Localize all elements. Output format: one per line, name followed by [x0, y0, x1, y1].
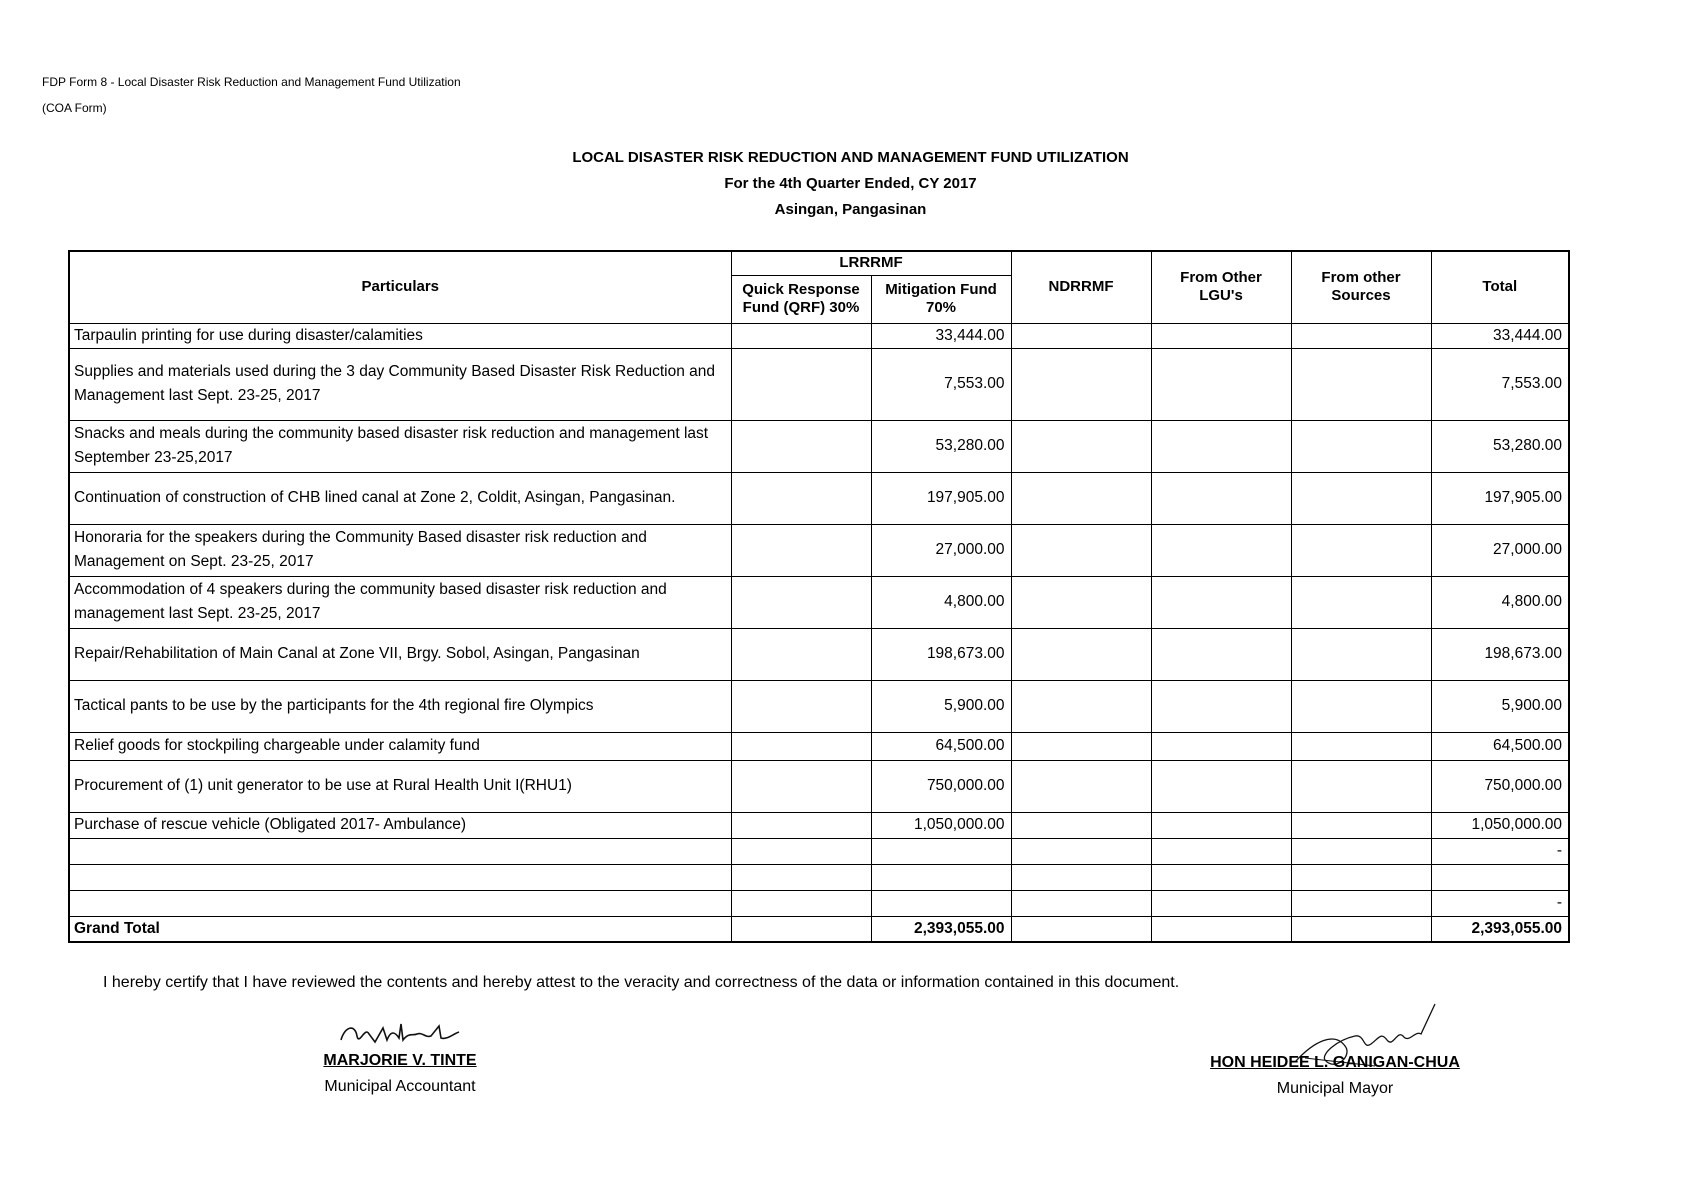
row-other-sources	[1291, 472, 1431, 524]
row-other-sources	[1291, 680, 1431, 732]
row-total: 198,673.00	[1431, 628, 1569, 680]
row-mitigation: 4,800.00	[871, 576, 1011, 628]
row-mitigation: 750,000.00	[871, 760, 1011, 812]
header-other-lgus-line1: From Other	[1180, 269, 1262, 287]
row-other-sources	[1291, 576, 1431, 628]
grand-total-lgus	[1151, 916, 1291, 942]
row-total: 33,444.00	[1431, 323, 1569, 348]
row-qrf	[731, 472, 871, 524]
row-ndrrmf	[1011, 524, 1151, 576]
row-qrf	[731, 812, 871, 838]
row-other-lgus	[1151, 628, 1291, 680]
row-ndrrmf	[1011, 348, 1151, 420]
row-mitigation: 53,280.00	[871, 420, 1011, 472]
form-type: (COA Form)	[42, 101, 107, 115]
grand-total-total: 2,393,055.00	[1431, 916, 1569, 942]
header-qrf-line2: Fund (QRF) 30%	[742, 299, 860, 316]
row-other-lgus	[1151, 680, 1291, 732]
row-particulars: Continuation of construction of CHB lined canal at Zone 2, Coldit, Asingan, Pangasinan.	[69, 472, 731, 524]
row-ndrrmf	[1011, 680, 1151, 732]
row-qrf	[731, 576, 871, 628]
table-row	[69, 890, 1569, 916]
row-qrf	[731, 628, 871, 680]
row-qrf	[731, 524, 871, 576]
row-other-lgus	[1151, 576, 1291, 628]
row-other-sources	[1291, 890, 1431, 916]
row-other-lgus	[1151, 838, 1291, 864]
document-title: LOCAL DISASTER RISK REDUCTION AND MANAGEMENT FUND UTILIZATION	[572, 149, 1129, 166]
table-row	[69, 628, 1569, 680]
row-total: 27,000.00	[1431, 524, 1569, 576]
row-particulars: Relief goods for stockpiling chargeable under calamity fund	[69, 732, 731, 760]
header-ndrrmf: NDRRMF	[1011, 251, 1151, 323]
table-body	[69, 323, 1569, 916]
row-ndrrmf	[1011, 812, 1151, 838]
header-other-sources-line1: From other	[1321, 269, 1401, 287]
row-other-lgus	[1151, 348, 1291, 420]
header-other-lgus-line2: LGU's	[1199, 287, 1243, 305]
row-other-sources	[1291, 838, 1431, 864]
row-other-lgus	[1151, 472, 1291, 524]
row-other-lgus	[1151, 524, 1291, 576]
row-other-sources	[1291, 323, 1431, 348]
row-mitigation: 198,673.00	[871, 628, 1011, 680]
row-total: 750,000.00	[1431, 760, 1569, 812]
row-other-sources	[1291, 864, 1431, 890]
row-mitigation	[871, 838, 1011, 864]
table-row	[69, 760, 1569, 812]
row-qrf	[731, 323, 871, 348]
mayor-signatory	[1190, 1054, 1480, 1098]
accountant-name: MARJORIE V. TINTE	[323, 1052, 477, 1069]
row-other-lgus	[1151, 890, 1291, 916]
header-other-sources	[1291, 251, 1431, 323]
row-qrf	[731, 838, 871, 864]
grand-total-ndrrmf	[1011, 916, 1151, 942]
header-qrf-line1: Quick Response	[742, 281, 860, 298]
table-row	[69, 838, 1569, 864]
row-particulars: Procurement of (1) unit generator to be use at Rural Health Unit I(RHU1)	[69, 760, 731, 812]
form-code: FDP Form 8 - Local Disaster Risk Reduction and Management Fund Utilization	[42, 75, 461, 89]
accountant-role: Municipal Accountant	[324, 1078, 476, 1095]
row-mitigation	[871, 890, 1011, 916]
row-other-sources	[1291, 420, 1431, 472]
document-subtitle: For the 4th Quarter Ended, CY 2017	[724, 175, 977, 192]
row-particulars	[69, 838, 731, 864]
row-mitigation: 64,500.00	[871, 732, 1011, 760]
header-mitigation-line1: Mitigation Fund	[885, 281, 997, 298]
accountant-signature	[335, 1012, 475, 1052]
row-ndrrmf	[1011, 420, 1151, 472]
table-row	[69, 420, 1569, 472]
header-qrf	[731, 275, 871, 323]
row-mitigation: 7,553.00	[871, 348, 1011, 420]
row-ndrrmf	[1011, 576, 1151, 628]
table-row	[69, 323, 1569, 348]
row-particulars: Repair/Rehabilitation of Main Canal at Zone VII, Brgy. Sobol, Asingan, Pangasinan	[69, 628, 731, 680]
accountant-signatory	[290, 1052, 510, 1096]
row-total: 5,900.00	[1431, 680, 1569, 732]
fund-utilization-table	[68, 250, 1570, 943]
table-row	[69, 812, 1569, 838]
row-total: -	[1431, 838, 1569, 864]
row-qrf	[731, 420, 871, 472]
header-total: Total	[1431, 251, 1569, 323]
header-lrrrmf: LRRRMF	[731, 251, 1011, 275]
row-qrf	[731, 348, 871, 420]
row-ndrrmf	[1011, 628, 1151, 680]
row-total: 64,500.00	[1431, 732, 1569, 760]
row-ndrrmf	[1011, 838, 1151, 864]
table-row	[69, 680, 1569, 732]
table-row	[69, 732, 1569, 760]
row-other-lgus	[1151, 812, 1291, 838]
row-particulars: Tactical pants to be use by the participants for the 4th regional fire Olympics	[69, 680, 731, 732]
grand-total-label: Grand Total	[69, 916, 731, 942]
row-ndrrmf	[1011, 760, 1151, 812]
row-other-lgus	[1151, 760, 1291, 812]
row-mitigation: 197,905.00	[871, 472, 1011, 524]
header-other-lgus	[1151, 251, 1291, 323]
row-total: 53,280.00	[1431, 420, 1569, 472]
row-particulars: Snacks and meals during the community based disaster risk reduction and management last September 23-25,2017	[69, 420, 731, 472]
row-total: 1,050,000.00	[1431, 812, 1569, 838]
table-row	[69, 576, 1569, 628]
row-ndrrmf	[1011, 864, 1151, 890]
header-particulars: Particulars	[69, 251, 731, 323]
row-qrf	[731, 890, 871, 916]
mayor-name: HON HEIDEE L. GANIGAN-CHUA	[1210, 1054, 1460, 1071]
row-other-sources	[1291, 628, 1431, 680]
table-row	[69, 864, 1569, 890]
row-other-sources	[1291, 348, 1431, 420]
row-qrf	[731, 760, 871, 812]
row-ndrrmf	[1011, 890, 1151, 916]
row-total	[1431, 864, 1569, 890]
row-ndrrmf	[1011, 323, 1151, 348]
row-other-lgus	[1151, 864, 1291, 890]
row-particulars	[69, 864, 731, 890]
row-particulars: Supplies and materials used during the 3 day Community Based Disaster Risk Reduction and Management last Sept. 23-25, 2017	[69, 348, 731, 420]
row-particulars: Purchase of rescue vehicle (Obligated 2017- Ambulance)	[69, 812, 731, 838]
row-particulars	[69, 890, 731, 916]
row-other-lgus	[1151, 323, 1291, 348]
table-row	[69, 472, 1569, 524]
row-ndrrmf	[1011, 472, 1151, 524]
grand-total-other	[1291, 916, 1431, 942]
row-mitigation: 5,900.00	[871, 680, 1011, 732]
table-row	[69, 348, 1569, 420]
row-other-sources	[1291, 524, 1431, 576]
row-total: 7,553.00	[1431, 348, 1569, 420]
mayor-role: Municipal Mayor	[1276, 1080, 1394, 1097]
row-mitigation: 27,000.00	[871, 524, 1011, 576]
row-mitigation: 1,050,000.00	[871, 812, 1011, 838]
row-particulars: Accommodation of 4 speakers during the community based disaster risk reduction and management last Sept. 23-25, 2017	[69, 576, 731, 628]
row-qrf	[731, 680, 871, 732]
grand-total-qrf	[731, 916, 871, 942]
row-other-sources	[1291, 760, 1431, 812]
row-mitigation	[871, 864, 1011, 890]
row-particulars: Tarpaulin printing for use during disaster/calamities	[69, 323, 731, 348]
row-ndrrmf	[1011, 732, 1151, 760]
row-qrf	[731, 864, 871, 890]
row-mitigation: 33,444.00	[871, 323, 1011, 348]
document-location: Asingan, Pangasinan	[774, 201, 927, 218]
row-other-lgus	[1151, 420, 1291, 472]
row-other-lgus	[1151, 732, 1291, 760]
row-particulars: Honoraria for the speakers during the Community Based disaster risk reduction and Management on Sept. 23-25, 2017	[69, 524, 731, 576]
row-total: -	[1431, 890, 1569, 916]
row-other-sources	[1291, 732, 1431, 760]
header-mitigation	[871, 275, 1011, 323]
row-qrf	[731, 732, 871, 760]
grand-total-mitigation: 2,393,055.00	[871, 916, 1011, 942]
row-other-sources	[1291, 812, 1431, 838]
header-mitigation-line2: 70%	[925, 299, 957, 316]
certification-statement: I hereby certify that I have reviewed the contents and hereby attest to the veracity and correctness of the data or information contained in this document.	[103, 974, 1180, 991]
header-other-sources-line2: Sources	[1331, 287, 1391, 305]
row-total: 197,905.00	[1431, 472, 1569, 524]
table-row	[69, 524, 1569, 576]
row-total: 4,800.00	[1431, 576, 1569, 628]
